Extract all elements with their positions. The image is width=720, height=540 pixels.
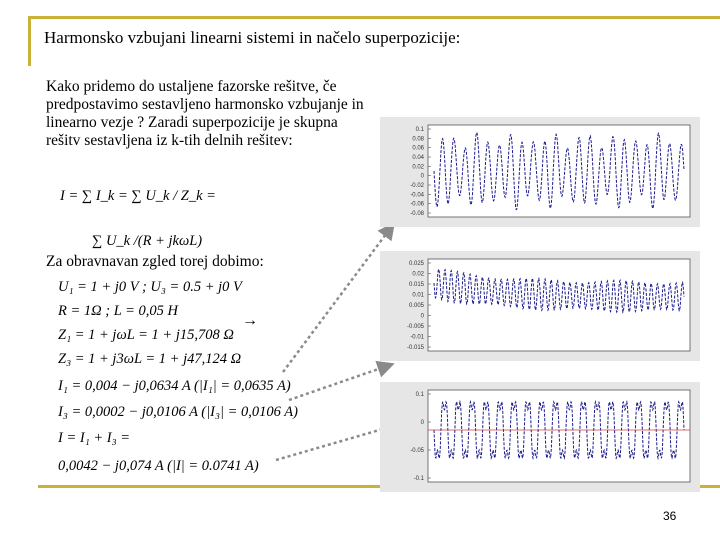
equation-z1: Z₁ = 1 + jωL = 1 + j15,708 Ω [58, 327, 234, 343]
y-tick-label: -0.005 [406, 324, 424, 330]
equation-i-result: 0,0042 − j0,074 A (|I| = 0.0741 A) [58, 458, 259, 474]
formula-sum: I = ∑ I_k = ∑ U_k / Z_k = [60, 188, 216, 204]
formula-sum-denominator: ∑ U_k /(R + jkωL) [92, 233, 203, 249]
plot-middle [380, 251, 700, 361]
y-tick-label: 0.1 [415, 392, 424, 398]
equation-i3: I₃ = 0,0002 − j0,0106 A (|I₃| = 0,0106 A) [58, 404, 298, 420]
y-tick-label: 0.08 [412, 136, 424, 143]
page-number: 36 [663, 509, 677, 523]
equation-i-sum: I = I₁ + I₃ = [58, 430, 131, 446]
y-tick-label: -0.05 [410, 448, 424, 454]
equation-r-l: R = 1Ω ; L = 0,05 H [58, 303, 179, 319]
y-tick-label: 0.02 [412, 164, 424, 171]
equation-voltages: U₁ = 1 + j0 V ; U₃ = 0.5 + j0 V [58, 279, 242, 295]
equation-i1: I₁ = 0,004 − j0,0634 A (|I₁| = 0,0635 A) [58, 378, 291, 394]
y-tick-label: 0 [420, 313, 424, 320]
y-tick-label: 0.01 [412, 292, 424, 299]
plot-bottom [380, 382, 700, 492]
plot-top [380, 117, 700, 227]
y-tick-label: -0.1 [413, 476, 424, 482]
y-tick-label: -0.015 [406, 345, 424, 351]
y-tick-label: 0.02 [412, 271, 424, 278]
y-tick-label: -0.01 [410, 334, 424, 341]
intro-paragraph: Kako pridemo do ustaljene fazorske rešitve, če predpostavimo sestavljeno harmonsko vzbujanje in linearno vezje ? Zaradi superpozicije je skupna rešitv sestavljena iz k-tih delnih rešitev: [46, 78, 364, 149]
y-tick-label: 0.015 [408, 282, 424, 288]
y-tick-label: 0.04 [412, 155, 424, 161]
y-tick-label: 0.06 [412, 145, 424, 152]
subheading: Za obravnavan zgled torej dobimo: [46, 253, 264, 270]
arrow-i3-to-middle-plot [289, 365, 390, 400]
y-tick-label: 0.005 [408, 303, 424, 309]
y-tick-label: 0.1 [415, 127, 424, 133]
y-tick-label: -0.04 [410, 192, 424, 199]
y-tick-label: 0 [420, 420, 424, 426]
equation-z3: Z₃ = 1 + j3ωL = 1 + j47,124 Ω [58, 351, 242, 367]
y-tick-label: -0.08 [410, 211, 424, 217]
arrow-symbol: → [242, 312, 258, 329]
y-tick-label: -0.02 [410, 183, 424, 189]
arrow-i1-to-top-plot [283, 226, 392, 372]
slide-title: Harmonsko vzbujani linearni sistemi in načelo superpozicije: [44, 28, 461, 47]
y-tick-label: -0.06 [410, 201, 424, 208]
plot-area [428, 259, 690, 351]
y-tick-label: 0.025 [408, 261, 424, 267]
y-tick-label: 0 [420, 173, 424, 180]
